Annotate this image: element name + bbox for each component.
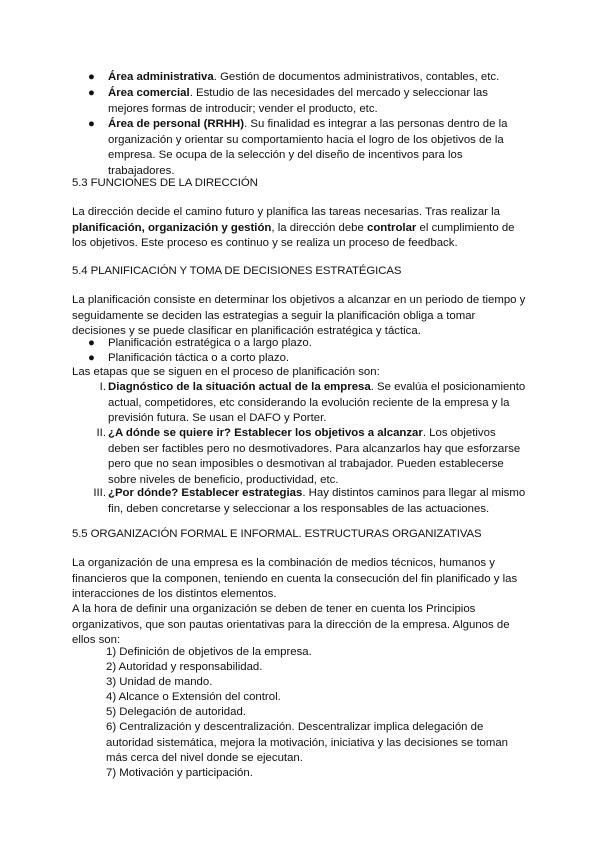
bullet-text: Planificación estratégica o a largo plazo. xyxy=(108,337,312,349)
section-heading-5-3: 5.3 FUNCIONES DE LA DIRECCIÓN xyxy=(72,177,258,189)
section-heading-5-4: 5.4 PLANIFICACIÓN Y TOMA DE DECISIONES ESTRATÉGICAS xyxy=(72,265,402,277)
text-run: el cumplimiento de los objetivos. Este proceso es continuo y se realiza un proceso de feedback. xyxy=(72,221,515,250)
bullet-term: Área de personal (RRHH) xyxy=(108,118,245,130)
bullet-dot-icon: ● xyxy=(88,87,95,99)
principle-item: 7) Motivación y participación. xyxy=(106,767,253,779)
stages-intro: Las etapas que se siguen en el proceso de planificación son: xyxy=(72,366,380,378)
principle-item: 6) Centralización y descentralización. Descentralizar implica delegación de autoridad sistemática, mejora la motivación, iniciativa y las decisiones se toman más cerca del nivel donde se ejecutan. xyxy=(106,721,509,765)
principle-item: 3) Unidad de mando. xyxy=(106,676,213,688)
stage-title: ¿A dónde se quiere ir? Establecer los objetivos a alcanzar xyxy=(108,427,423,439)
paragraph-organizacion: La organización de una empresa es la combinación de medios técnicos, humanos y financieros que la componen, teniendo en cuenta la consecución del fin planificado y las interacciones de los distintos elementos. xyxy=(72,557,518,601)
stage-number: II. xyxy=(96,427,106,439)
stage-text: . Los objetivos deben ser factibles pero no desmotivadores. Para alcanzarlos hay que esforzarse pero que no sean imposibles o desmotivan al trabajador. Pueden establecerse sobre niveles de beneficio, productividad, etc. xyxy=(108,427,521,486)
bullet-text: . Gestión de documentos administrativos, contables, etc. xyxy=(213,71,500,83)
bullet-text: . Estudio de las necesidades del mercado y seleccionar las mejores formas de introducir; vender el producto, etc. xyxy=(108,87,488,115)
bullet-dot-icon: ● xyxy=(88,118,95,130)
paragraph-principios: A la hora de definir una organización se deben de tener en cuenta los Principios organizativos, que son pautas orientativas para la dirección de la empresa. Algunos de ellos son: xyxy=(72,603,510,647)
principle-item: 5) Delegación de autoridad. xyxy=(106,706,246,718)
stage-text: . Hay distintos caminos para llegar al mismo fin, deben concretarse y seleccionar a los responsables de las actuaciones. xyxy=(108,487,526,515)
principle-item: 4) Alcance o Extensión del control. xyxy=(106,691,281,703)
bullet-text: . Su finalidad es integrar a las personas dentro de la organización y orientar su comportamiento hacia el logro de los objetivos de la empresa. Se ocupa de la selección y del diseño de incentivos para los trabajadores. xyxy=(108,118,508,177)
principle-item: 2) Autoridad y responsabilidad. xyxy=(106,661,263,673)
section-heading-5-5: 5.5 ORGANIZACIÓN FORMAL E INFORMAL. ESTRUCTURAS ORGANIZATIVAS xyxy=(72,528,482,540)
stage-title: ¿Por dónde? Establecer estrategias xyxy=(108,487,303,499)
bullet-term: Área administrativa xyxy=(108,71,214,83)
bold-run: planificación, organización y gestión xyxy=(72,221,272,234)
text-run: La dirección decide el camino futuro y planifica las tareas necesarias. Tras realizar la xyxy=(72,206,500,218)
bold-run: controlar xyxy=(367,221,417,234)
text-run: , la dirección debe xyxy=(271,221,367,234)
bullet-term: Área comercial xyxy=(108,87,190,99)
stage-number: III. xyxy=(93,487,106,499)
paragraph-direccion xyxy=(72,205,528,252)
stage-text: . Se evalúa el posicionamiento actual, competidores, etc considerando la evolución reciente de la empresa y la previsión futura. Se usan el DAFO y Porter. xyxy=(108,381,526,425)
stage-number: I. xyxy=(99,381,106,393)
stage-title: Diagnóstico de la situación actual de la empresa xyxy=(108,381,371,393)
bullet-dot-icon: ● xyxy=(88,71,95,83)
paragraph-planificacion: La planificación consiste en determinar los objetivos a alcanzar en un periodo de tiempo y seguidamente se deciden las estrategias a seguir la planificación obliga a tomar decisiones y se puede clasificar en planificación estratégica y táctica. xyxy=(72,294,526,338)
bullet-dot-icon: ● xyxy=(88,352,95,364)
principle-item: 1) Definición de objetivos de la empresa. xyxy=(106,646,312,658)
bullet-dot-icon: ● xyxy=(88,337,95,349)
bullet-text: Planificación táctica o a corto plazo. xyxy=(108,352,290,364)
